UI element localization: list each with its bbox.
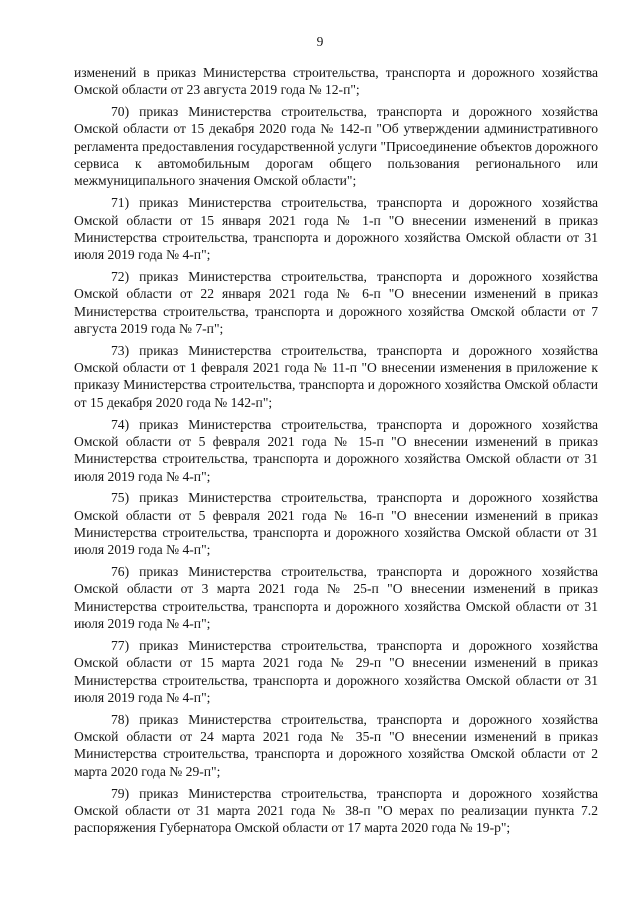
- list-item-78: 78) приказ Министерства строительства, транспорта и дорожного хозяйства Омской области от 24 марта 2021 года № 35-п "О внесении изменений в приказ Министерства строительства, транспорта и дорожного хозяйства Омской области от 2 марта 2020 года № 29-п";: [74, 711, 598, 779]
- page-number: 9: [316, 34, 324, 49]
- list-item-71: 71) приказ Министерства строительства, транспорта и дорожного хозяйства Омской области от 15 января 2021 года № 1-п "О внесении изменений в приказ Министерства строительства, транспорта и дорожного хозяйства Омской области от 31 июля 2019 года № 4-п";: [74, 195, 598, 263]
- list-item-73: 73) приказ Министерства строительства, транспорта и дорожного хозяйства Омской области от 1 февраля 2021 года № 11-п "О внесении изменения в приложение к приказу Министерства строительства, транспорта и дорожного хозяйства Омской области от 15 декабря 2020 года № 142-п";: [74, 342, 598, 410]
- list-item-79: 79) приказ Министерства строительства, транспорта и дорожного хозяйства Омской области от 31 марта 2021 года № 38-п "О мерах по реализации пункта 7.2 распоряжения Губернатора Омской области от 17 марта 2020 года № 19-р";: [74, 785, 598, 836]
- paragraph-continued: изменений в приказ Министерства строительства, транспорта и дорожного хозяйства Омской области от 23 августа 2019 года № 12-п";: [74, 65, 598, 98]
- list-item-74: 74) приказ Министерства строительства, транспорта и дорожного хозяйства Омской области от 5 февраля 2021 года № 15-п "О внесении изменений в приказ Министерства строительства, транспорта и дорожного хозяйства Омской области от 31 июля 2019 года № 4-п";: [74, 416, 598, 484]
- list-item-76: 76) приказ Министерства строительства, транспорта и дорожного хозяйства Омской области от 3 марта 2021 года № 25-п "О внесении изменений в приказ Министерства строительства, транспорта и дорожного хозяйства Омской области от 31 июля 2019 года № 4-п";: [74, 564, 598, 632]
- document-body: [74, 64, 598, 841]
- list-item-75: 75) приказ Министерства строительства, транспорта и дорожного хозяйства Омской области от 5 февраля 2021 года № 16-п "О внесении изменений в приказ Министерства строительства, транспорта и дорожного хозяйства Омской области от 31 июля 2019 года № 4-п";: [74, 490, 598, 558]
- list-item-77: 77) приказ Министерства строительства, транспорта и дорожного хозяйства Омской области от 15 марта 2021 года № 29-п "О внесении изменений в приказ Министерства строительства, транспорта и дорожного хозяйства Омской области от 31 июля 2019 года № 4-п";: [74, 637, 598, 705]
- list-item-72: 72) приказ Министерства строительства, транспорта и дорожного хозяйства Омской области от 22 января 2021 года № 6-п "О внесении изменений в приказ Министерства строительства, транспорта и дорожного хозяйства Омской области от 7 августа 2019 года № 7-п";: [74, 269, 598, 336]
- list-item-70: 70) приказ Министерства строительства, транспорта и дорожного хозяйства Омской области от 15 декабря 2020 года № 142-п "Об утверждении административного регламента предоставления государственной услуги "Присоединение объектов дорожного сервиса к автомобильным дорогам общего пользования регионального или межмуниципального значения Омской области";: [74, 104, 598, 189]
